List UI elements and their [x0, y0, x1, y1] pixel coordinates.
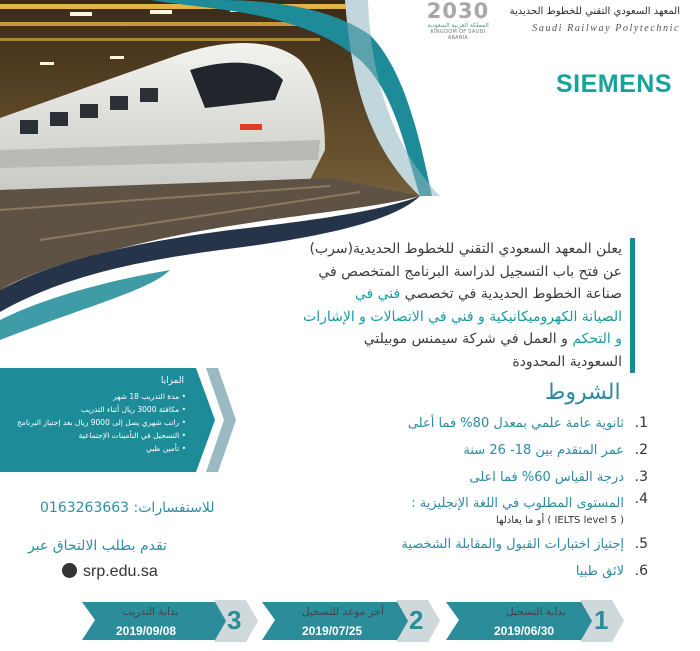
website-link[interactable]: srp.edu.sa: [83, 563, 158, 580]
condition-text: درجة القياس 60% فما اعلى: [469, 470, 624, 485]
intro-line-5: [260, 328, 622, 351]
condition-number: 2.: [634, 442, 648, 458]
benefit-item: • تأمين طبي: [4, 442, 186, 455]
step-number: 3: [227, 605, 242, 635]
condition-number: 1.: [634, 415, 648, 431]
step-date: 2019/07/25: [302, 624, 363, 638]
condition-text: إجتياز اختبارات القبول والمقابلة الشخصية: [401, 537, 624, 552]
intro-line-5-text: و العمل في شركة سيمنس موبيلتي: [363, 331, 573, 347]
srp-logo-arabic: المعهد السعودي التقني للخطوط الحديدية: [509, 6, 680, 17]
step-1: [446, 602, 626, 648]
condition-number: 3.: [634, 469, 648, 485]
condition-text: لائق طبيا: [575, 564, 624, 579]
benefit-item: • راتب شهري يصل إلى 9000 ريال بعد إجتياز البرنامج: [4, 416, 186, 429]
benefit-item: • مدة التدريب 18 شهر: [4, 390, 186, 403]
vision-2030-english: KINGDOM OF SAUDI ARABIA: [430, 29, 486, 41]
condition-item: [300, 437, 648, 464]
apply-text: تقدم بطلب الالتحاق عبر: [28, 538, 167, 554]
conditions-title: الشروط: [545, 380, 621, 405]
step-date: 2019/09/08: [116, 624, 177, 638]
step-number: 1: [594, 605, 609, 635]
step-label: بداية التسجيل: [506, 606, 566, 618]
condition-text: المستوى المطلوب في اللغة الإنجليزية :: [411, 496, 624, 511]
condition-number: 4.: [634, 491, 648, 507]
vision-2030-arabic: المملكة العربية السعودية: [427, 22, 489, 29]
condition-number: 6.: [634, 563, 648, 579]
benefit-item: • التسجيل في التأمينات الإجتماعية: [4, 429, 186, 442]
intro-line-1: يعلن المعهد السعودي التقني للخطوط الحديدية(سرب): [309, 241, 622, 257]
benefit-item: • مكافئة 3000 ريال أثناء التدريب: [4, 403, 186, 416]
condition-text: ثانوية عامة علمي بمعدل 80% فما أعلى: [407, 416, 624, 431]
condition-item: [300, 558, 648, 585]
intro-line-5-highlight: و التحكم: [572, 331, 622, 347]
condition-text: عمر المتقدم بين 18- 26 سنة: [463, 443, 624, 458]
condition-subtext: ( IELTS level 5 ) أو ما يعادلها: [496, 515, 624, 526]
website[interactable]: [62, 563, 158, 581]
step-2: [262, 602, 442, 648]
benefits-title: المزايا: [160, 376, 184, 386]
intro-line-4: الصيانة الكهروميكانيكية و فني في الاتصالات و الإشارات: [303, 308, 622, 325]
intro-line-3-text: صناعة الخطوط الحديدية في تخصصي: [400, 286, 622, 302]
condition-item: [300, 491, 648, 531]
benefits-box: [0, 368, 196, 472]
conditions-list: [300, 410, 648, 585]
step-3: [82, 602, 262, 648]
intro-line-6: السعودية المحدودة: [512, 353, 622, 370]
condition-number: 5.: [634, 536, 648, 552]
globe-icon: [62, 563, 77, 578]
vision-2030-logo: [420, 0, 496, 40]
intro-line-3-highlight: فني في: [354, 286, 401, 302]
intro-paragraph: [260, 238, 635, 373]
srp-logo: [500, 2, 690, 46]
condition-item: [300, 464, 648, 491]
condition-item: [300, 410, 648, 437]
step-label: بداية التدريب: [122, 606, 179, 618]
step-number: 2: [409, 605, 424, 635]
inquiries-phone: للاستفسارات: 0163263663: [40, 500, 215, 516]
benefits-list: [0, 390, 196, 455]
condition-item: [300, 531, 648, 558]
siemens-logo: SIEMENS: [556, 70, 673, 98]
step-label: أخر موعد للتسجيل: [302, 606, 384, 618]
step-date: 2019/06/30: [494, 624, 555, 638]
srp-logo-english: Saudi Railway Polytechnic: [532, 23, 680, 34]
vision-2030-number: 2030: [426, 0, 490, 23]
intro-line-3: [260, 283, 622, 306]
intro-line-2: عن فتح باب التسجيل لدراسة البرنامج المتخصص في: [318, 263, 622, 280]
